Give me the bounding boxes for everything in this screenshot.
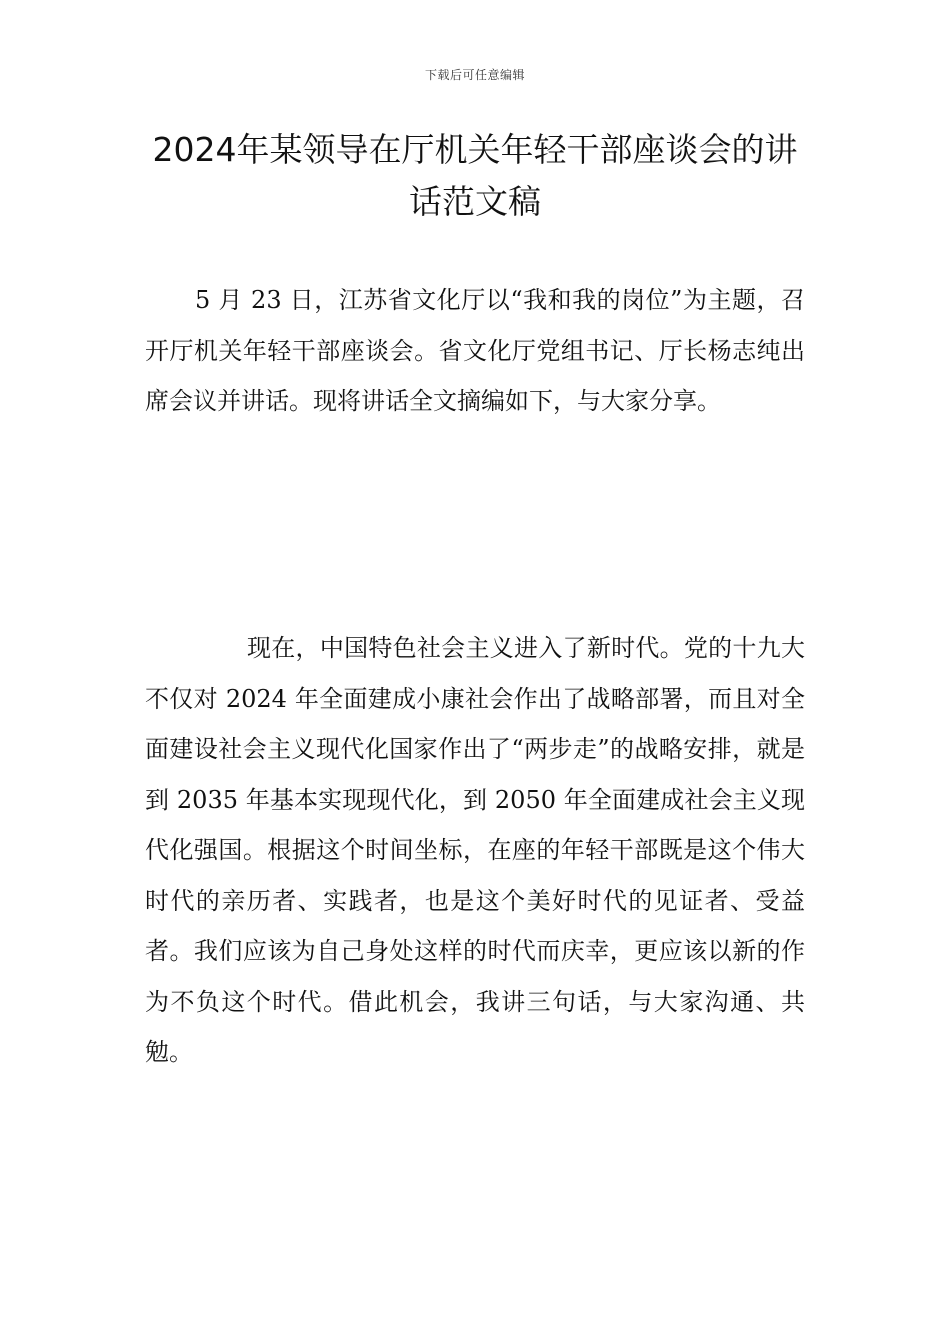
document-title: 2024年某领导在厅机关年轻干部座谈会的讲话范文稿 xyxy=(152,130,798,221)
paragraph-body: 现在，中国特色社会主义进入了新时代。党的十九大不仅对 2024 年全面建成小康社会作出了战略部署，而且对全面建设社会主义现代化国家作出了“两步走”的战略安排，就是到 2035 年基本实现现代化，到 2050 年全面建成社会主义现代化强国。根据这个时间坐标，在座的年轻干部既是这个伟大时代的亲历者、实践者，也是这个美好时代的见证者、受益者。我们应该为自己身处这样的时代而庆幸，更应该以新的作为不负这个时代。借此机会，我讲三句话，与大家沟通、共勉。 xyxy=(145,634,805,1066)
header-note: 下载后可任意编辑 xyxy=(424,68,525,82)
paragraph-intro: 5 月 23 日，江苏省文化厅以“我和我的岗位”为主题，召开厅机关年轻干部座谈会。省文化厅党组书记、厅长杨志纯出席会议并讲话。现将讲话全文摘编如下，与大家分享。 xyxy=(145,286,805,415)
